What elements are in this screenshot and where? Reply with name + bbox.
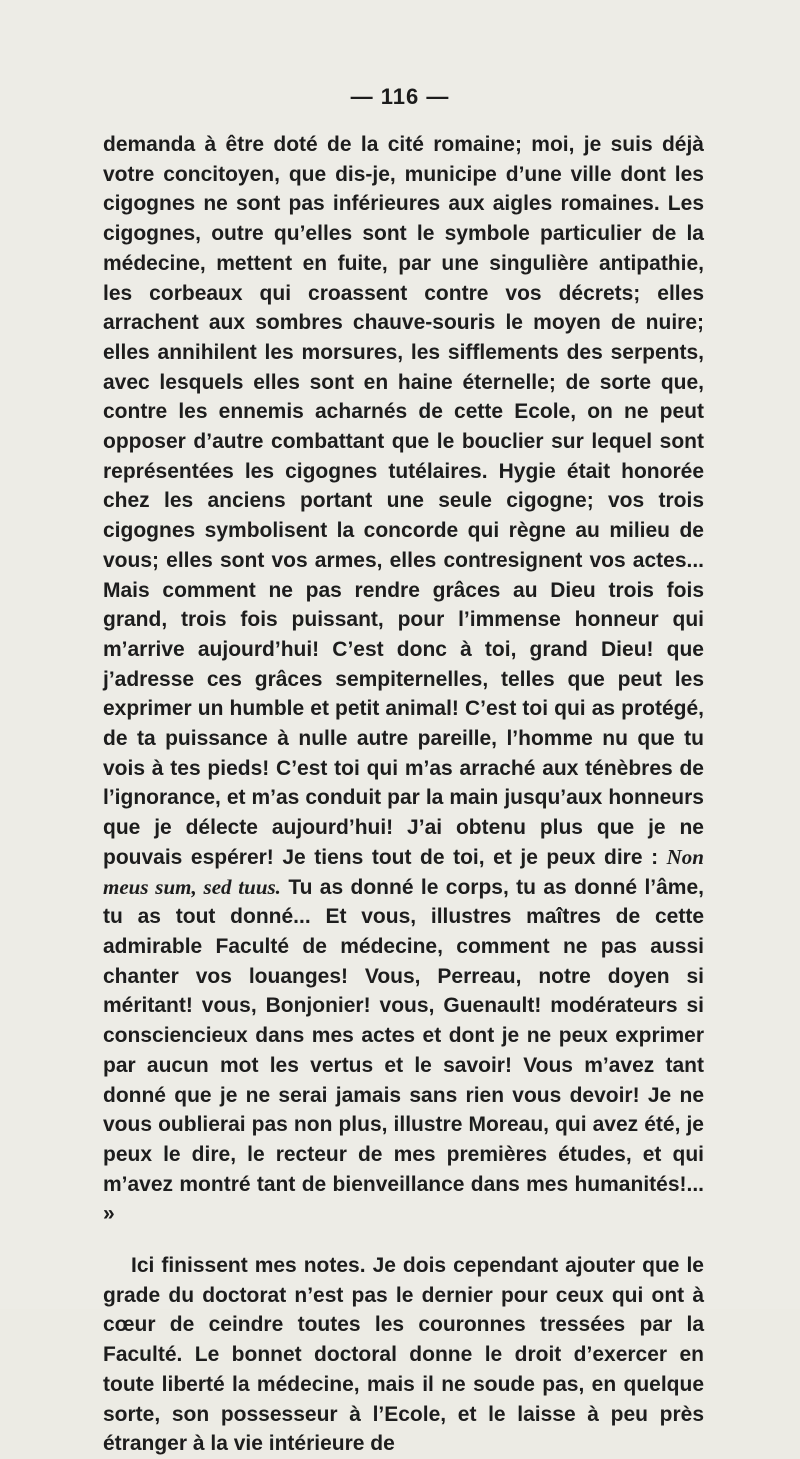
body-text — [103, 130, 704, 1459]
paragraph-text: demanda à être doté de la cité romaine; moi, je suis déjà votre concitoyen, que dis-je, municipe d’une ville dont les cigognes ne sont pas inférieures aux aigles romaines. Les cigognes, outre qu’elles sont le symbole particulier de la médecine, mettent en fuite, par une singulière antipathie, les corbeaux qui croassent contre vos décrets; elles arrachent aux sombres chauve-souris le moyen de nuire; elles annihilent les morsures, les sifflements des serpents, avec lesquels elles sont en haine éternelle; de sorte que, contre les ennemis acharnés de cette Ecole, on ne peut opposer d’autre combattant que le bouclier sur lequel sont représentées les cigognes tutélaires. Hygie était honorée chez les anciens portant une seule cigogne; vos trois cigognes symbolisent la concorde qui règne au milieu de vous; elles sont vos armes, elles contresignent vos actes... Mais comment ne pas rendre grâces au Dieu trois fois grand, trois fois puissant, pour l’immense honneur qui m’arrive aujourd’hui! C’est donc à toi, grand Dieu! que j’adresse ces grâces sempiternelles, telles que peut les exprimer un humble et petit animal! C’est toi qui as protégé, de ta puissance à nulle autre pareille, l’homme nu que tu vois à tes pieds! C’est toi qui m’as arraché aux ténèbres de l’ignorance, et m’as conduit par la main jusqu’aux honneurs que je délecte aujourd’hui! J’ai obtenu plus que je ne pouvais espérer! Je tiens tout de toi, et je peux dire : — [103, 133, 704, 869]
page-number: — 116 — — [350, 84, 450, 109]
paragraph — [103, 130, 704, 1229]
latin-quote: Non meus sum, sed tuus. — [103, 844, 704, 899]
paragraph-text: Tu as donné le corps, tu as donné l’âme, tu as tout donné... Et vous, illustres maîtres de cette admirable Faculté de médecine, comment ne pas aussi chanter vos louanges! Vous, Perreau, notre doyen si méritant! vous, Bonjonier! vous, Guenault! modérateurs si consciencieux dans mes actes et dont je ne peux exprimer par aucun mot les vertus et le savoir! Vous m’avez tant donné que je ne serai jamais sans rien vous devoir! Je ne vous oublierai pas non plus, illustre Moreau, qui avez été, je peux le dire, le recteur de mes premières études, et qui m’avez montré tant de bienveillance dans mes humanités!... » — [103, 875, 704, 1226]
paragraph: Ici finissent mes notes. Je dois cependant ajouter que le grade du doctorat n’est pas le dernier pour ceux qui ont à cœur de ceindre toutes les couronnes tressées par la Faculté. Le bonnet doctoral donne le droit d’exercer en toute liberté la médecine, mais il ne soude pas, en quelque sorte, son possesseur à l’Ecole, et le laisse à peu près étranger à la vie intérieure de — [103, 1254, 704, 1456]
